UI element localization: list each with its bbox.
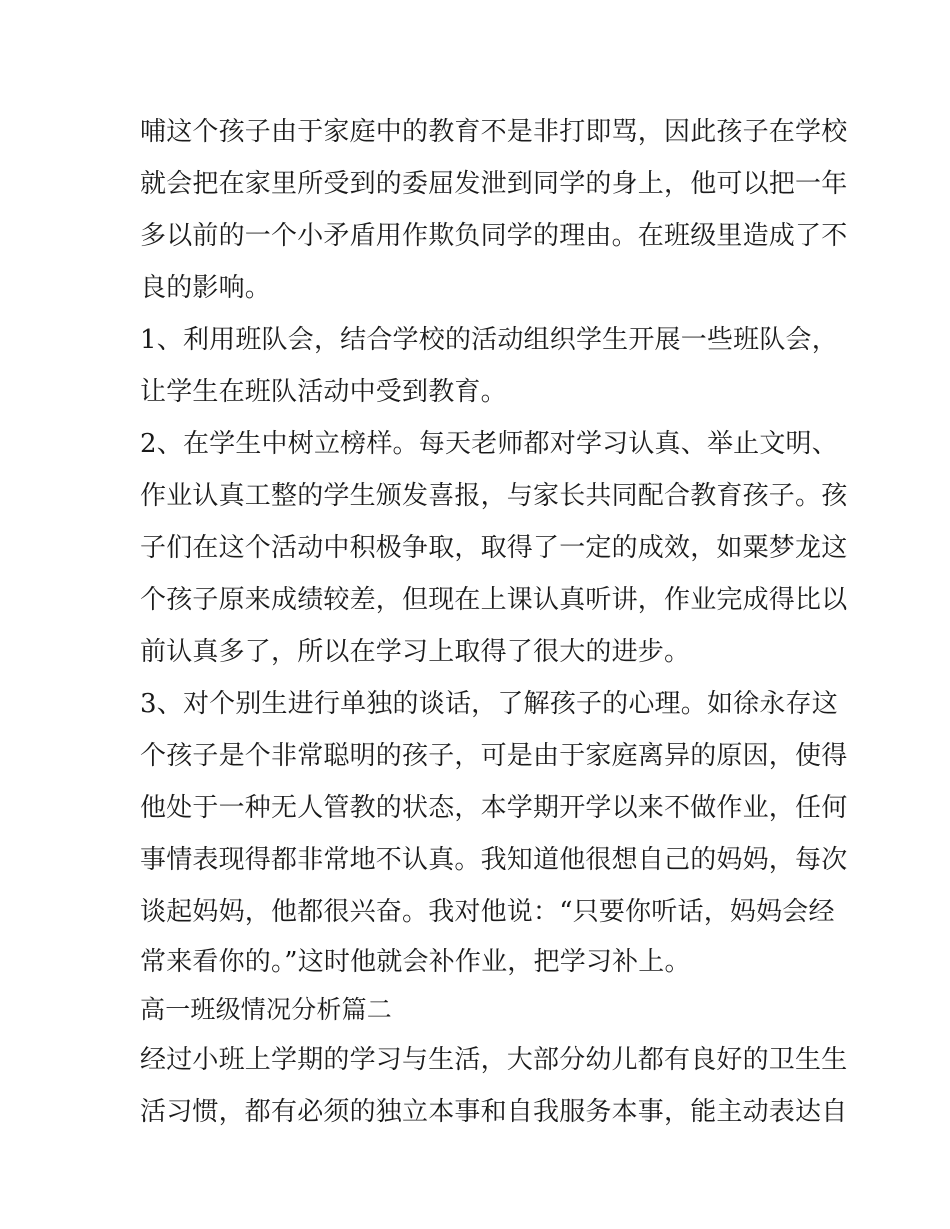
text-line: 事情表现得都非常地不认真。我知道他很想自己的妈妈，每次: [140, 845, 848, 875]
text-line: 常来看你的。”这时他就会补作业，把学习补上。: [140, 947, 691, 977]
text-line: 谈起妈妈，他都很兴奋。我对他说：“只要你听话，妈妈会经: [140, 897, 835, 927]
text-line: 子们在这个活动中积极争取，取得了一定的成效，如粟梦龙这: [140, 533, 848, 563]
text-line: 作业认真工整的学生颁发喜报，与家长共同配合教育孩子。孩: [140, 481, 848, 511]
text-line: 让学生在班队活动中受到教育。: [140, 377, 507, 407]
text-line: 他处于一种无人管教的状态，本学期开学以来不做作业，任何: [140, 793, 848, 823]
text-line: 哺这个孩子由于家庭中的教育不是非打即骂，因此孩子在学校: [140, 117, 848, 147]
text-line: 就会把在家里所受到的委屈发泄到同学的身上，他可以把一年: [140, 169, 848, 199]
section-heading: 高一班级情况分析篇二: [140, 995, 393, 1024]
text-line: 良的影响。: [140, 273, 272, 303]
list-item-2: 2、在学生中树立榜样。每天老师都对学习认真、举止文明、: [140, 429, 838, 459]
document-body: [140, 106, 848, 1138]
text-line: 多以前的一个小矛盾用作欺负同学的理由。在班级里造成了不: [140, 221, 848, 251]
text-line: 前认真多了，所以在学习上取得了很大的进步。: [140, 637, 691, 667]
text-line: 个孩子原来成绩较差，但现在上课认真听讲，作业完成得比以: [140, 585, 848, 615]
text-line: 经过小班上学期的学习与生活，大部分幼儿都有良好的卫生生: [140, 1045, 848, 1075]
text-line: 活习惯，都有必须的独立本事和自我服务本事，能主动表达自: [140, 1097, 848, 1127]
list-item-3: 3、对个别生进行单独的谈话，了解孩子的心理。如徐永存这: [140, 689, 838, 719]
text-line: 个孩子是个非常聪明的孩子，可是由于家庭离异的原因，使得: [140, 741, 848, 771]
list-item-1: 1、利用班队会，结合学校的活动组织学生开展一些班队会，: [140, 325, 838, 355]
